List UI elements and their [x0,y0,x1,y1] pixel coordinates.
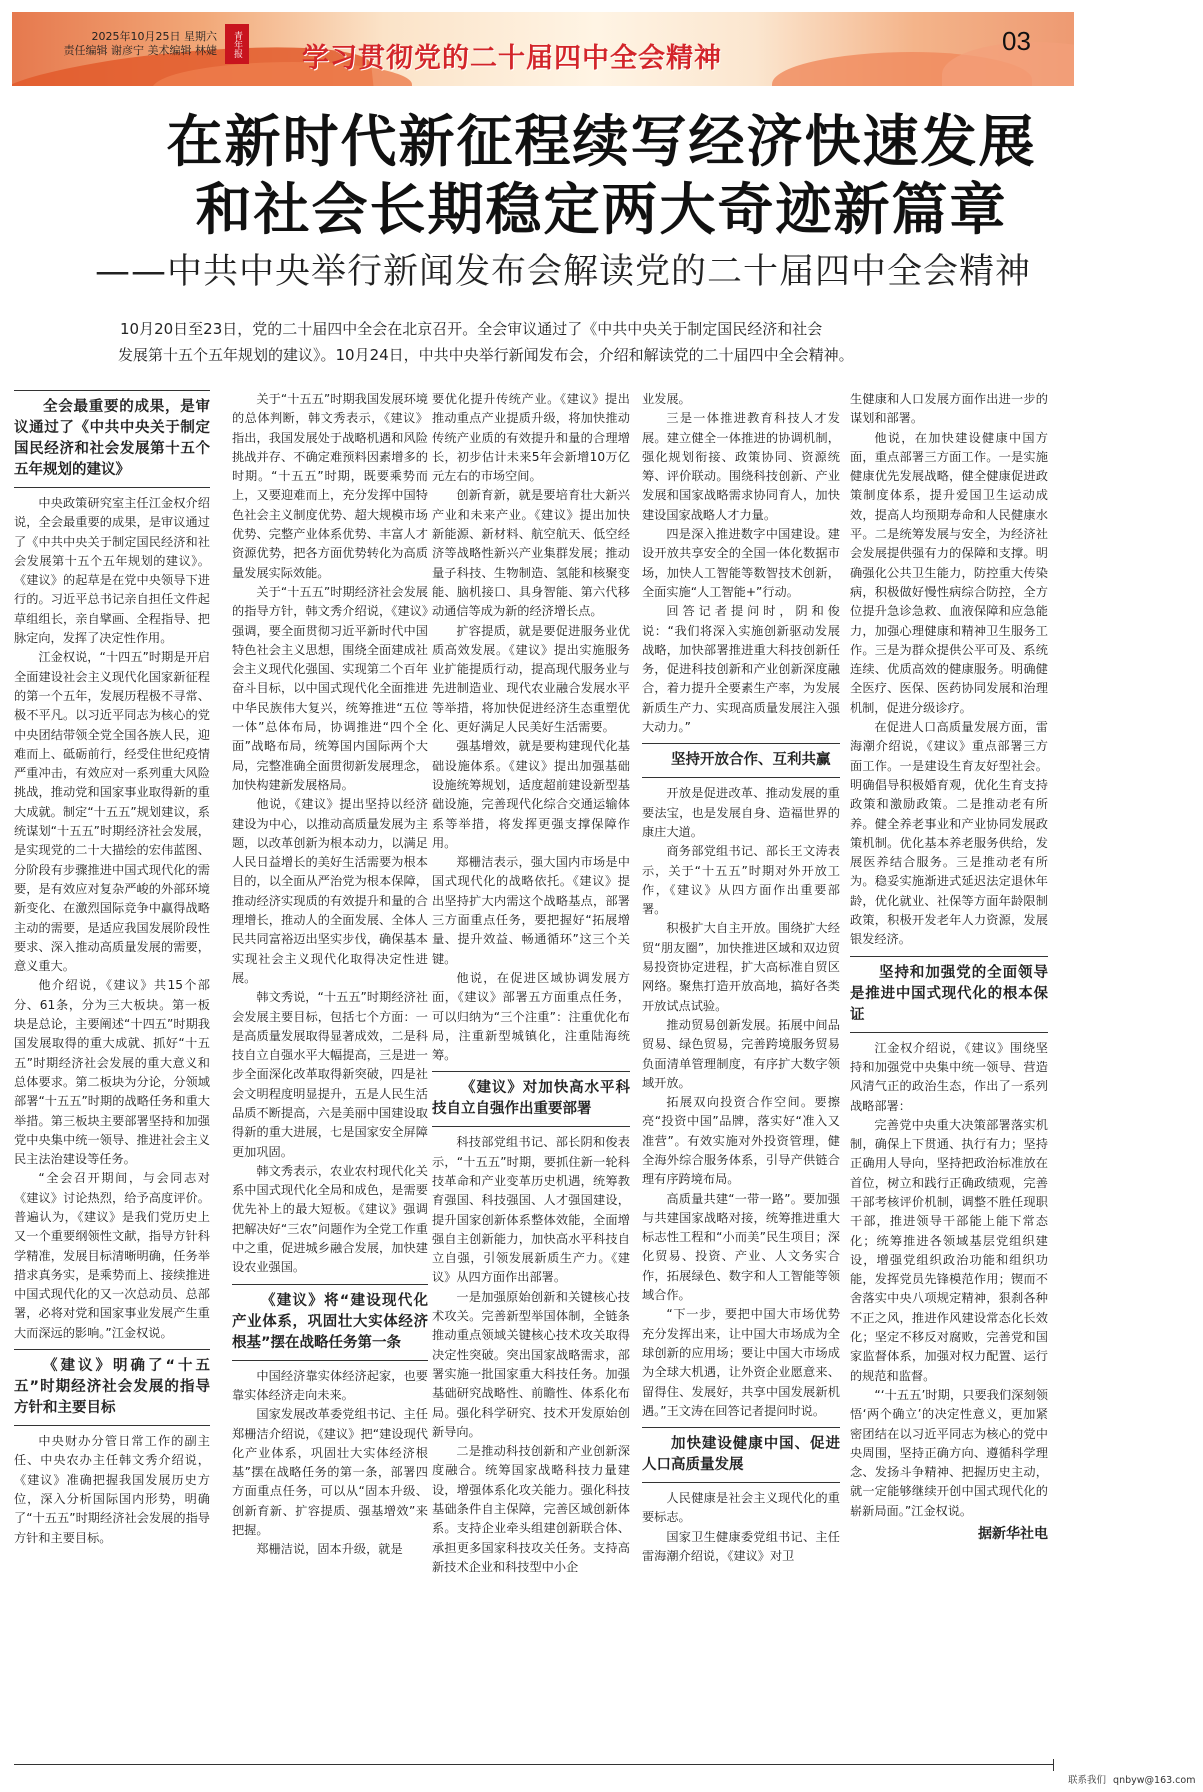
editors: 责任编辑 谢彦宁 美术编辑 林婕 [63,44,217,57]
article-paragraph: 四是深入推进数字中国建设。建设开放共享安全的全国一体化数据市场，加快人工智能等数智技术创新，全面实施“人工智能+”行动。 [642,527,840,599]
byline: 据新华社电 [978,1526,1048,1543]
article-paragraph: 他说，《建议》提出坚持以经济建设为中心，以推动高质量发展为主题，以改革创新为根本动力，以满足人民日益增长的美好生活需要为根本目的，以全面从严治党为根本保障，推动经济实现质的有效提升和量的合理增长，推动人的全面发展、全体人民共同富裕迈出坚实步伐，确保基本实现社会主义现代化取得决定性进展。 [232,797,428,985]
article-paragraph: 人民健康是社会主义现代化的重要标志。 [642,1491,840,1525]
article-paragraph: “全会召开期间，与会同志对《建议》讨论热烈，给予高度评价。普遍认为，《建议》是我们党历史上又一个重要纲领性文献，指导方针科学精准，发展目标清晰明确，任务举措求真务实，是乘势而上、接续推进中国式现代化的又一次总动员、总部署，必将对党和国家事业发展产生重大而深远的影响。”江金权说。 [14,1171,210,1340]
section-banner [12,12,1074,86]
article-paragraph: 创新育新，就是要培育壮大新兴产业和未来产业。《建议》提出加快新能源、新材料、航空航天、低空经济等战略性新兴产业集群发展；推动量子科技、生物制造、氢能和核聚变能、脑机接口、具身智能、第六代移动通信等成为新的经济增长点。 [432,488,630,619]
column-1 [14,390,210,1762]
article-paragraph: 韩文秀说，“十五五”时期经济社会发展主要目标，包括七个方面：一是高质量发展取得显著成效，二是科技自立自强水平大幅提高，三是进一步全面深化改革取得新突破，四是社会文明程度明显提升，五是人民生活品质不断提高，六是美丽中国建设取得新的重大进展，七是国家安全屏障更加巩固。 [232,990,428,1159]
article-paragraph: “下一步，要把中国大市场优势充分发挥出来，让中国大市场成为全球创新的应用场；要让中国大市场成为全球大机遇，让外资企业愿意来、留得住、发展好，共享中国发展新机遇。”王文涛在回答记者提问时说。 [642,1307,840,1418]
lead-line-1: 10月20日至23日，党的二十届四中全会在北京召开。全会审议通过了《中共中央关于制定国民经济和社会 [120,320,823,338]
article-paragraph: 二是推动科技创新和产业创新深度融合。统筹国家战略科技力量建设，增强体系化攻关能力。强化科技基础条件自主保障，完善区域创新体系。支持企业牵头组建创新联合体、承担更多国家科技攻关任务。支持高新技术企业和科技型中小企 [432,1444,630,1574]
article-paragraph: 国家发展改革委党组书记、主任郑栅洁介绍说，《建议》把“建设现代化产业体系，巩固壮大实体经济根基”摆在战略任务的第一条，部署四方面重点任务，可以从“固本升级、创新育新、扩容提质、强基增效”来把握。 [232,1407,428,1538]
article-paragraph: 国家卫生健康委党组书记、主任雷海潮介绍说，《建议》对卫 [642,1529,840,1564]
article-paragraph: 关于“十五五”时期我国发展环境的总体判断，韩文秀表示，《建议》指出，我国发展处于战略机遇和风险挑战并存、不确定难预料因素增多的时期。“十五五”时期，既要乘势而上，又要迎难而上，充分发挥中国特色社会主义制度优势、超大规模市场优势、完整产业体系优势、丰富人才资源优势，把各方面优势转化为高质量发展实际效能。 [232,392,428,580]
footer-rule [14,1764,1054,1765]
article-subheading: 坚持和加强党的全面领导是推进中国式现代化的根本保证 [850,956,1048,1033]
article-paragraph: 中国经济靠实体经济起家，也要靠实体经济走向未来。 [232,1368,428,1402]
column-5 [850,390,1048,1762]
article-subheading: 《建议》将“建设现代化产业体系，巩固壮大实体经济根基”摆在战略任务第一条 [232,1284,428,1361]
article-paragraph: 一是加强原始创新和关键核心技术攻关。完善新型举国体制，全链条推动重点领域关键核心技术攻关取得决定性突破。突出国家战略需求，部署实施一批国家重大科技任务。加强基础研究战略性、前瞻性、体系化布局。强化科学研究、技术开发原始创新导向。 [432,1289,630,1439]
article-paragraph: 推动贸易创新发展。拓展中间品贸易、绿色贸易，完善跨境服务贸易负面清单管理制度，有序扩大数字领域开放。 [642,1017,840,1090]
column-2 [232,390,428,1762]
article-paragraph: 要优化提升传统产业。《建议》提出推动重点产业提质升级，将加快推动传统产业质的有效提升和量的合理增长，初步估计未来5年会新增10万亿元左右的市场空间。 [432,392,630,484]
article-paragraph: 三是一体推进教育科技人才发展。建立健全一体推进的协调机制，强化规划衔接、政策协同、资源统筹、评价联动。围绕科技创新、产业发展和国家战略需求协同育人，加快建设国家战略人才力量。 [642,411,840,522]
column-3 [432,390,630,1762]
article-paragraph: 在促进人口高质量发展方面，雷海潮介绍说，《建议》重点部署三方面工作。一是建设生育友好型社会。明确倡导积极婚育观，优化生育支持政策和激励政策。二是推动老有所养。健全养老事业和产业协同发展政策机制。优化基本养老服务供给，发展医养结合服务。三是推动老有所为。稳妥实施渐进式延迟法定退休年龄，优化就业、社保等方面年龄限制政策，积极开发老年人力资源，发展银发经济。 [850,720,1048,947]
article-subheading: 全会最重要的成果，是审议通过了《中共中央关于制定国民经济和社会发展第十五个五年规划的建议》 [14,390,210,488]
newspaper-logo [225,24,249,64]
article-paragraph: 商务部党组书记、部长王文涛表示，关于“十五五”时期对外开放工作，《建议》从四方面作出重要部署。 [642,844,840,917]
article-paragraph: 科技部党组书记、部长阴和俊表示，“十五五”时期，要抓住新一轮科技革命和产业变革历史机遇，统筹教育强国、科技强国、人才强国建设，提升国家创新体系整体效能，全面增强自主创新能力，加快高水平科技自立自强，引领发展新质生产力。《建议》从四方面作出部署。 [432,1135,630,1285]
article-paragraph: 业发展。 [642,392,691,406]
lead-paragraph [120,316,1080,368]
article-subheading: 坚持开放合作、互利共赢 [642,743,840,778]
logo-text: 青年报 [232,30,242,58]
article-paragraph: 拓展双向投资合作空间。要擦亮“投资中国”品牌，落实好“准入又准营”。有效实施对外投资管理，健全海外综合服务体系，引导产供链合理有序跨境布局。 [642,1095,840,1187]
article-paragraph: 积极扩大自主开放。围绕扩大经贸“朋友圈”，加快推进区域和双边贸易投资协定进程，扩大高标准自贸区网络。聚焦打造开放高地，搞好各类开放试点试验。 [642,921,840,1013]
article-columns [14,390,1174,1762]
article-paragraph: 强基增效，就是要构建现代化基础设施体系。《建议》提出加强基础设施统筹规划，适度超前建设新型基础设施，完善现代化综合交通运输体系等举措，将发挥更强支撑保障作用。 [432,739,630,850]
article-paragraph: 完善党中央重大决策部署落实机制，确保上下贯通、执行有力；坚持正确用人导向，坚持把政治标准放在首位，树立和践行正确政绩观，完善干部考核评价机制，调整不胜任现职干部，推进领导干部能上能下常态化；统筹推进各领域基层党组织建设，增强党组织政治功能和组织功能，发挥党员先锋模范作用；锲而不舍落实中央八项规定精神，狠刹各种不正之风，推进作风建设常态化长效化；坚定不移反对腐败，完善党和国家监督体系，加强对权力配置、运行的规范和监督。 [850,1117,1048,1383]
article-paragraph: 扩容提质，就是要促进服务业优质高效发展。《建议》提出实施服务业扩能提质行动，提高现代服务业与先进制造业、现代农业融合发展水平等举措，将加快促进经济生态重塑优化、更好满足人民美好生活需要。 [432,623,630,735]
article-subheading: 《建议》明确了“十五五”时期经济社会发展的指导方针和主要目标 [14,1349,210,1426]
article-paragraph: 郑栅洁说，固本升级，就是 [256,1542,403,1557]
article-paragraph: 开放是促进改革、推动发展的重要法宝，也是发展自身、造福世界的康庄大道。 [642,786,840,839]
article-paragraph: 他介绍说，《建议》共15个部分、61条，分为三大板块。第一板块是总论，主要阐述“十四五”时期我国发展取得的重大成就、抓好“十五五”时期经济社会发展的重大意义和总体要求。第二板块为分论，分领域部署“十五五”时期的战略任务和重大举措。第三板块主要部署坚持和加强党中央集中统一领导、推进社会主义民主法治建设等任务。 [14,978,210,1167]
article-paragraph: 江金权说，“十四五”时期是开启全面建设社会主义现代化国家新征程的第一个五年，发展历程极不寻常、极不平凡。以习近平同志为核心的党中央团结带领全党全国各族人民，迎难而上、砥砺前行，经受住世纪疫情严重冲击，有效应对一系列重大风险挑战，推动党和国家事业取得新的重大成就。制定“十五五”规划建议，系统谋划“十五五”时期经济社会发展，是实现党的二十大描绘的宏伟蓝图、分阶段有步骤推进中国式现代化的需要，是有效应对复杂严峻的外部环境新变化、在激烈国际竞争中赢得战略主动的需要，是适应我国发展阶段性要求、深入推动高质量发展的需要，意义重大。 [14,650,210,974]
article-paragraph: 他说，在加快建设健康中国方面，重点部署三方面工作。一是实施健康优先发展战略，健全健康促进政策制度体系，提升爱国卫生运动成效，提高人均预期寿命和人民健康水平。二是统筹发展与安全，为经济社会发展提供强有力的保障和支撑。明确强化公共卫生能力，防控重大传染病，积极做好慢性病综合防控，全方位提升急诊急救、血液保障和应急能力，加强心理健康和精神卫生服务工作。三是为群众提供公平可及、系统连续、优质高效的健康服务。明确健全医疗、医保、医药协同发展和治理机制，促进分级诊疗。 [850,430,1048,715]
page-number: 03 [1002,26,1031,56]
article-paragraph: 韩文秀表示，农业农村现代化关系中国式现代化全局和成色，是需要优先补上的最大短板。《建议》强调把解决好“三农”问题作为全党工作重中之重，促进城乡融合发展，加快建设农业强国。 [232,1163,428,1275]
contact-label: 联系我们 [1068,1775,1107,1786]
article-subheading: 加快建设健康中国、促进人口高质量发展 [642,1427,840,1483]
article-paragraph: 回答记者提问时，阴和俊说：“我们将深入实施创新驱动发展战略，加快部署推进重大科技创新任务，促进科技创新和产业创新深度融合，着力提升全要素生产率，为发展新质生产力、实现高质量发展注入强大动力。” [642,604,840,735]
article-paragraph: 郑栅洁表示，强大国内市场是中国式现代化的战略依托。《建议》提出坚持扩大内需这个战略基点，部署三方面重点任务，要把握好“拓展增量、提升效益、畅通循环”这三个关键。 [432,855,630,966]
column-4 [642,390,840,1762]
article-paragraph: 江金权介绍说，《建议》围绕坚持和加强党中央集中统一领导、营造风清气正的政治生态，作出了一系列战略部署： [850,1040,1048,1113]
article-paragraph: 高质量共建“一带一路”。要加强与共建国家战略对接，统筹推进重大标志性工程和“小而美”民生项目；深化贸易、投资、产业、人文务实合作，拓展绿色、数字和人工智能等领域合作。 [642,1191,840,1303]
lead-line-2: 发展第十五个五年规划的建议》。10月24日，中共中央举行新闻发布会，介绍和解读党的二十届四中全会精神。 [118,346,854,364]
article-paragraph: 关于“十五五”时期经济社会发展的指导方针，韩文秀介绍说，《建议》强调，要全面贯彻习近平新时代中国特色社会主义思想，围绕全面建成社会主义现代化强国、实现第二个百年奋斗目标，以中国式现代化全面推进中华民族伟大复兴，统筹推进“五位一体”总体布局，协调推进“四个全面”战略布局，统筹国内国际两个大局，完整准确全面贯彻新发展理念，加快构建新发展格局。 [232,584,428,792]
article-paragraph: 生健康和人口发展方面作出进一步的谋划和部署。 [850,392,1048,426]
article-paragraph: 中央财办分管日常工作的副主任、中央农办主任韩文秀介绍说，《建议》准确把握我国发展历史方位，深入分析国际国内形势，明确了“十五五”时期经济社会发展的指导方针和主要目标。 [14,1434,210,1545]
contact-email[interactable]: qnbyw@163.com [1113,1775,1196,1786]
section-title: 学习贯彻党的二十届四中全会精神 [302,43,722,74]
issue-date: 2025年10月25日 星期六 [91,30,217,43]
headline-line-1: 在新时代新征程续写经济快速发展 [166,110,1037,175]
headline-line-2: 和社会长期稳定两大奇迹新篇章 [195,178,1008,243]
headline-subtitle: ——中共中央举行新闻发布会解读党的二十届四中全会精神 [95,252,1032,292]
contact-info [1068,1772,1199,1786]
article-paragraph: “‘十五五’时期，只要我们深刻领悟‘两个确立’的决定性意义，更加紧密团结在以习近平同志为核心的党中央周围，坚持正确方向、遵循科学理念、发扬斗争精神、把握历史主动，就一定能够继续开创中国式现代化的崭新局面。”江金权说。 [850,1387,1048,1518]
article-paragraph: 中央政策研究室主任江金权介绍说，全会最重要的成果，是审议通过了《中共中央关于制定国民经济和社会发展第十五个五年规划的建议》。《建议》的起草是在党中央领导下进行的。习近平总书记亲自担任文件起草组组长，亲自擘画、全程指导、把脉定向，发挥了决定性作用。 [14,496,210,646]
dateline [52,30,217,58]
article-paragraph: 他说，在促进区域协调发展方面，《建议》部署五方面重点任务，可以归纳为“三个注重”：注重优化布局，注重新型城镇化，注重陆海统筹。 [432,970,630,1063]
article-subheading: 《建议》对加快高水平科技自立自强作出重要部署 [432,1071,630,1127]
